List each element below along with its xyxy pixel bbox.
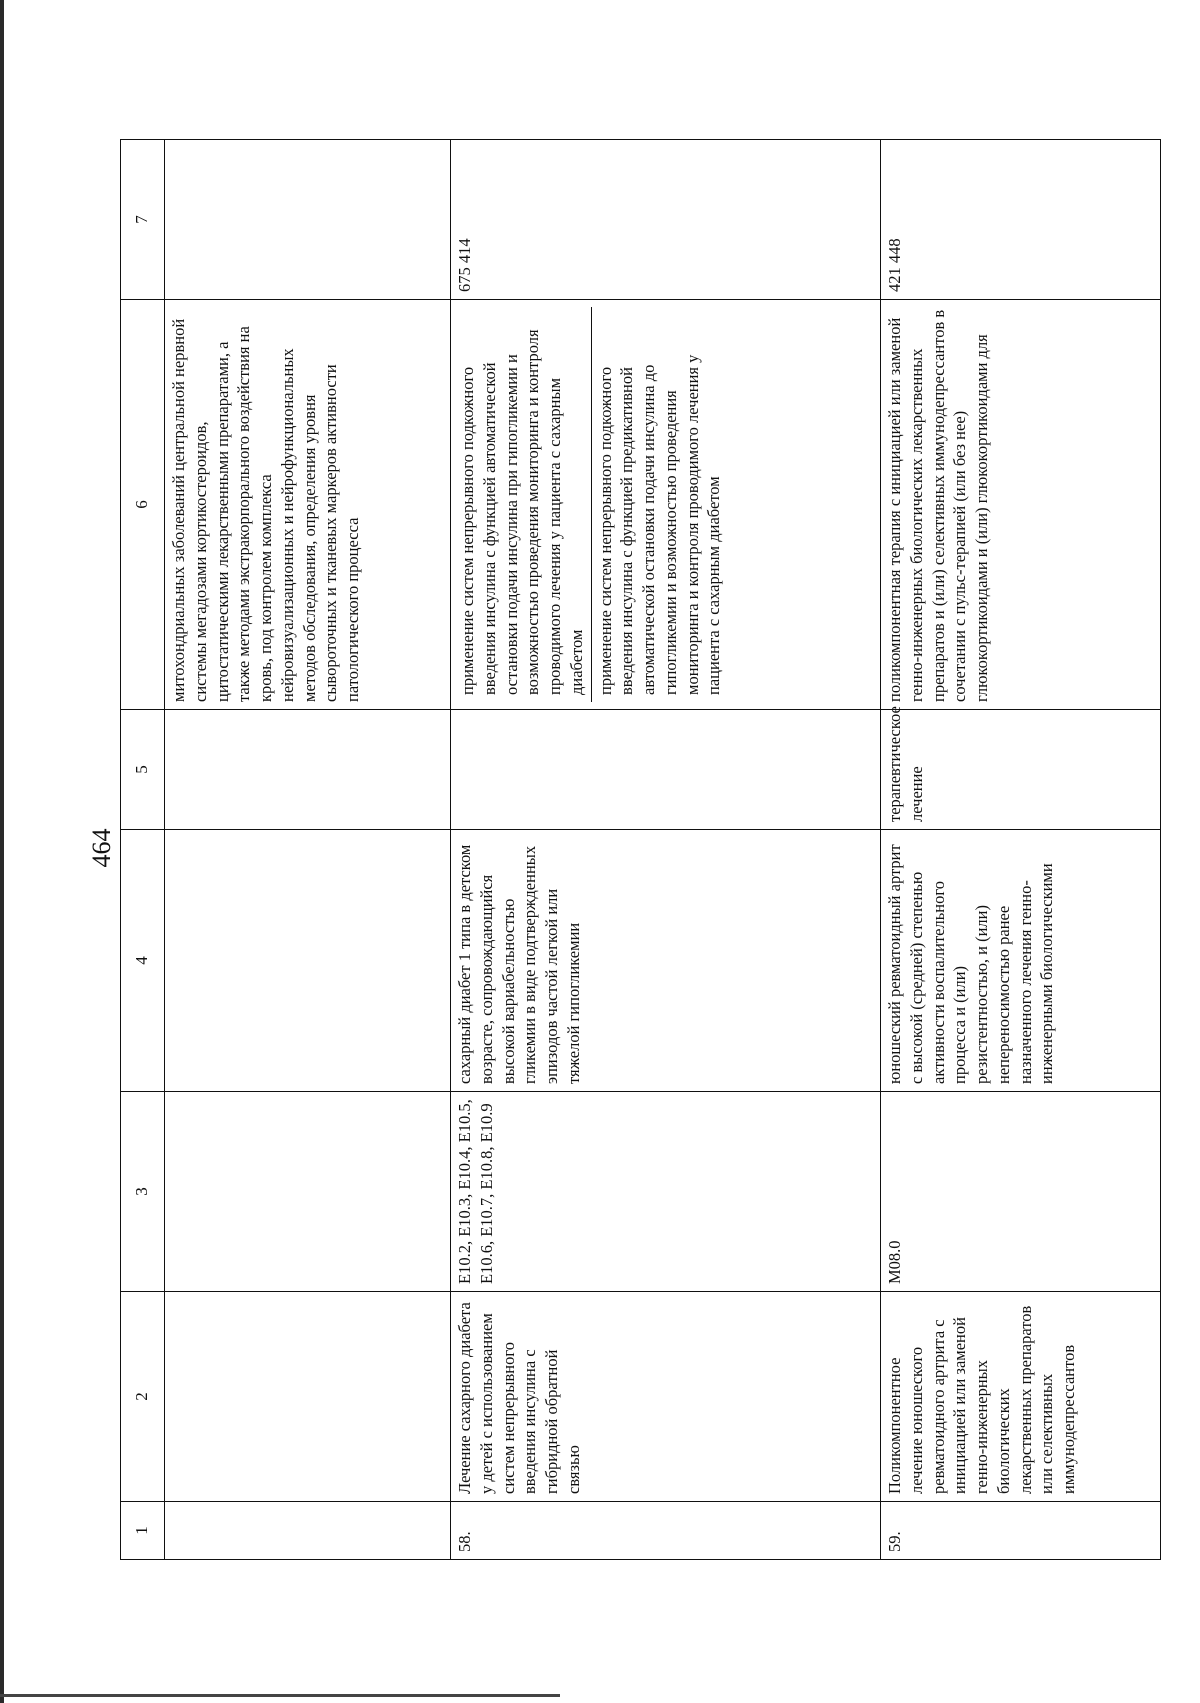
rotated-table-container (120, 140, 1160, 1560)
row-58-codes: E10.2, E10.3, E10.4, E10.5, E10.6, E10.7, E10.8, E10.9 (451, 1092, 881, 1292)
row-58-name: Лечение сахарного диабета у детей с использованием систем непрерывного введения инсулина с гибридной обратной связью (451, 1292, 881, 1502)
header-col-2: 2 (121, 1292, 165, 1502)
medical-care-table (120, 139, 1161, 1560)
header-col-1: 1 (121, 1502, 165, 1560)
row-58-method-2: применение систем непрерывного подкожного введения инсулина с функцией предикативной автоматической остановки подачи инсулина до гипогликемии и возможностью проведения мониторинга и контроля проводимого лечения у пациента с сахарным диабетом (595, 354, 724, 695)
header-col-6: 6 (121, 300, 165, 710)
row-58-model: сахарный диабет 1 типа в детском возрасте, сопровождающийся высокой вариабельностью гликемии в виде подтвержденных эпизодов частой легкой или тяжелой гипогликемии (451, 830, 881, 1092)
row-58-methods (451, 300, 881, 710)
row-59-number: 59. (881, 1502, 1161, 1560)
header-col-7: 7 (121, 140, 165, 300)
row-59-name: Поликомпонентное лечение юношеского ревматоидного артрита с инициацией или заменой генно-инженерных биологических лекарственных препаратов или селективных иммунодепрессантов (881, 1292, 1161, 1502)
continuation-method-cell: митохондриальных заболеваний центральной нервной системы мегадозами кортикостероидов, цитостатическими лекарственными препаратами, а также методами экстракорпорального воздействия на кровь, под контролем комплекса нейровизуализационных и нейрофункциональных методов обследования, определения уровня сывороточных и тканевых маркеров активности патологического процесса (165, 300, 451, 710)
row-59-treatment: терапевтическое лечение (881, 710, 1161, 830)
header-col-4: 4 (121, 830, 165, 1092)
row-58-number: 58. (451, 1502, 881, 1560)
header-row (121, 140, 165, 1560)
row-59-method: поликомпонентная терапия с инициацией или заменой генно-инженерных биологических лекарственных препаратов и (или) селективных иммунодепрессантов в сочетании с пульс-терапией (или без нее) глюкокортикоидами и (или) глюкокортикоидами для (881, 300, 1161, 710)
row-59-cost: 421 448 (881, 140, 1161, 300)
page-number: 464 (87, 828, 116, 868)
header-col-5: 5 (121, 710, 165, 830)
table-row-59 (881, 140, 1161, 1560)
header-col-3: 3 (121, 1092, 165, 1292)
table-row-continuation (165, 140, 451, 1560)
scan-bottom-line (0, 1694, 560, 1697)
row-58-method-1: применение систем непрерывного подкожного введения инсулина с функцией автоматической остановки подачи инсулина при гипогликемии и возможностью проведения мониторинга и контроля проводимого лечения у пациента с сахарным диабетом (454, 307, 592, 702)
row-58-treatment (451, 710, 881, 830)
row-58-cost: 675 414 (451, 140, 881, 300)
row-59-model: юношеский ревматоидный артрит с высокой (средней) степенью активности воспалительного процесса и (или) резистентностью, и (или) непереносимостью ранее назначенного лечения генно-инженерными биологическими (881, 830, 1161, 1092)
table-row-58 (451, 140, 881, 1560)
row-59-codes: M08.0 (881, 1092, 1161, 1292)
scan-edge (0, 0, 4, 1703)
